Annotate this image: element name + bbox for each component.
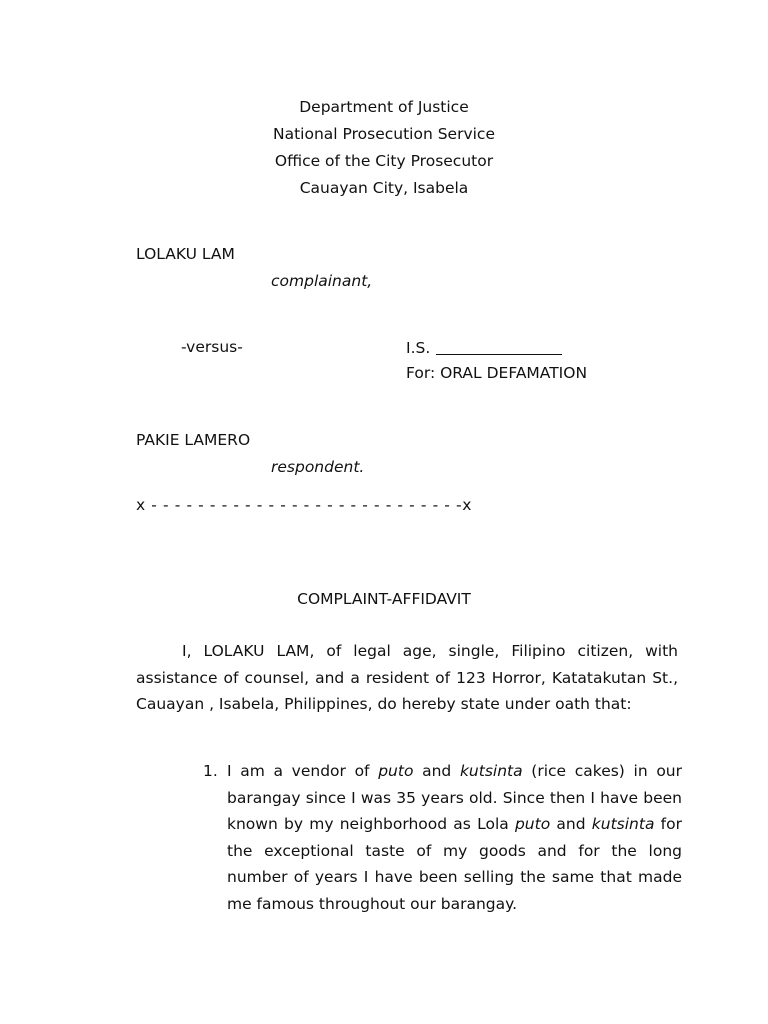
intro-paragraph (136, 638, 678, 718)
intro-rest: , of legal age, single, Filipino citizen, with assistance of counsel, and a resident of 123 Horror, Katatakutan St., Cauayan , Isabela, Philippines, do hereby state under oath that: (136, 642, 678, 713)
intro-prefix: I, (182, 642, 204, 660)
case-number-label: I.S. (406, 339, 431, 357)
header-service: National Prosecution Service (273, 125, 495, 143)
header-department: Department of Justice (299, 98, 469, 116)
case-number-blank (436, 354, 562, 355)
intro-name: LOLAKU LAM (203, 642, 310, 660)
item-text-part: and (550, 815, 592, 833)
case-offense: For: ORAL DEFAMATION (406, 364, 588, 382)
item-text-part: for the exceptional taste of my goods and for the long number of years I have been selling the same that made me famous throughout our barangay. (227, 815, 682, 913)
respondent-role: respondent. (271, 458, 365, 476)
item-text-italic: kutsinta (459, 762, 523, 780)
item-text (227, 758, 682, 917)
item-text-italic: puto (514, 815, 551, 833)
document-title: COMPLAINT-AFFIDAVIT (297, 590, 471, 608)
caption-separator: x - - - - - - - - - - - - - - - - - - - - - - - - - - -x (136, 496, 472, 514)
item-text-italic: kutsinta (591, 815, 655, 833)
respondent-name: PAKIE LAMERO (136, 431, 251, 449)
item-text-italic: puto (378, 762, 414, 780)
case-number (406, 337, 562, 359)
item-number: 1. (203, 762, 218, 780)
header-office: Office of the City Prosecutor (274, 152, 494, 170)
versus-label: -versus- (181, 338, 243, 356)
item-text-part: I am a vendor of (227, 762, 379, 780)
complainant-name: LOLAKU LAM (136, 245, 235, 263)
complainant-role: complainant, (271, 272, 373, 290)
item-text-part: and (413, 762, 460, 780)
header-location: Cauayan City, Isabela (299, 179, 469, 197)
item-text-part: (rice cakes) in our barangay since I was 35 years old. Since then I have been known by my neighborhood as Lola (227, 762, 683, 833)
